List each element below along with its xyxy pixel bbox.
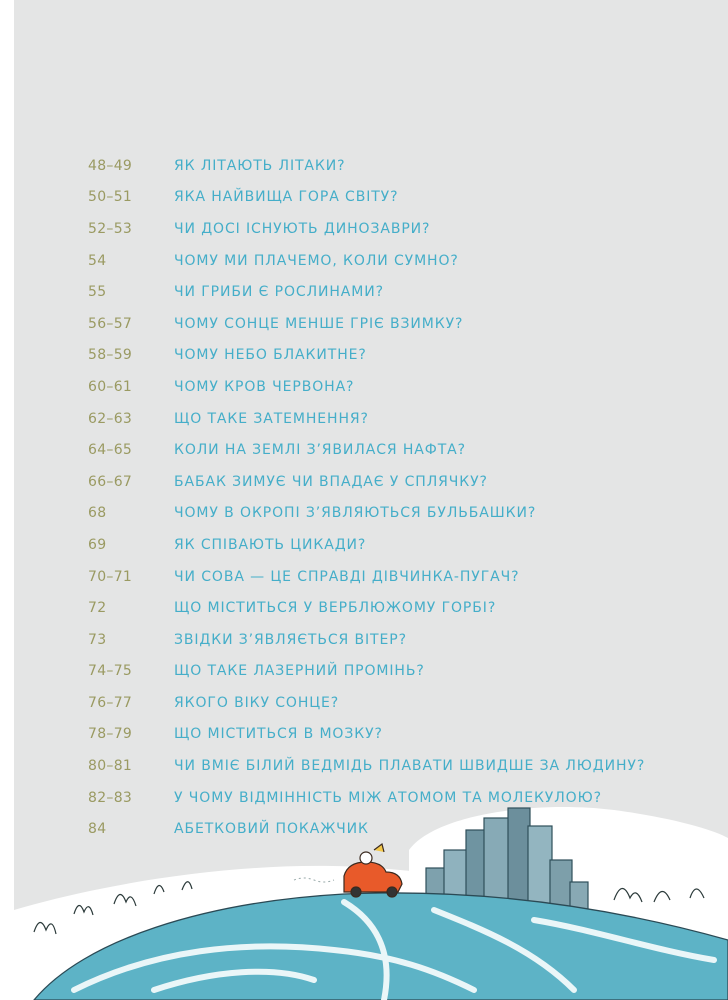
toc-page-number: 62–63	[88, 410, 133, 427]
toc-page-number: 52–53	[88, 220, 133, 237]
toc-title: КОЛИ НА ЗЕМЛІ З’ЯВИЛАСЯ НАФТА?	[174, 442, 466, 459]
toc-page-number: 72	[88, 600, 107, 617]
toc-title: ЧОМУ НЕБО БЛАКИТНЕ?	[174, 347, 367, 364]
toc-page-number: 55	[88, 284, 107, 301]
toc-entry[interactable]	[88, 719, 645, 751]
toc-page-number: 84	[88, 821, 107, 838]
toc-page-number: 69	[88, 536, 107, 553]
toc-entry[interactable]	[88, 371, 645, 403]
toc-page-number: 76–77	[88, 694, 133, 711]
toc-entry[interactable]	[88, 592, 645, 624]
toc-entry[interactable]	[88, 245, 645, 277]
toc-title: ЗВІДКИ З’ЯВЛЯЄТЬСЯ ВІТЕР?	[174, 631, 407, 648]
toc-title: ЯК ЛІТАЮТЬ ЛІТАКИ?	[174, 157, 346, 174]
toc-title: ЩО ТАКЕ ЗАТЕМНЕННЯ?	[174, 410, 369, 427]
toc-title: ЯКА НАЙВИЩА ГОРА СВІТУ?	[174, 189, 399, 206]
toc-title: ЧОМУ В ОКРОПІ З’ЯВЛЯЮТЬСЯ БУЛЬБАШКИ?	[174, 505, 537, 522]
toc-entry[interactable]	[88, 403, 645, 435]
toc-title: ЯКОГО ВІКУ СОНЦЕ?	[174, 694, 340, 711]
toc-title: ЧОМУ КРОВ ЧЕРВОНА?	[174, 378, 355, 395]
toc-title: ЩО МІСТИТЬСЯ У ВЕРБЛЮЖОМУ ГОРБІ?	[174, 600, 497, 617]
toc-entry[interactable]	[88, 624, 645, 656]
toc-entry[interactable]	[88, 529, 645, 561]
toc-entry[interactable]	[88, 182, 645, 214]
toc-page-number: 64–65	[88, 442, 133, 459]
toc-entry[interactable]	[88, 213, 645, 245]
toc-title: ЯК СПІВАЮТЬ ЦИКАДИ?	[174, 536, 367, 553]
toc-title: АБЕТКОВИЙ ПОКАЖЧИК	[174, 821, 369, 838]
toc-page-number: 73	[88, 631, 107, 648]
toc-entry[interactable]	[88, 561, 645, 593]
toc-page-number: 68	[88, 505, 107, 522]
toc-page-number: 54	[88, 252, 107, 269]
toc-page-number: 50–51	[88, 189, 133, 206]
toc-title: ЧИ СОВА — ЦЕ СПРАВДІ ДІВЧИНКА-ПУГАЧ?	[174, 568, 520, 585]
toc-title: ЧИ ВМІЄ БІЛИЙ ВЕДМІДЬ ПЛАВАТИ ШВИДШЕ ЗА ЛЮДИНУ?	[174, 758, 646, 775]
toc-page-number: 56–57	[88, 315, 133, 332]
toc-page-number: 78–79	[88, 726, 133, 743]
toc-entry[interactable]	[88, 308, 645, 340]
toc-entry[interactable]	[88, 687, 645, 719]
toc-title: ЩО ТАКЕ ЛАЗЕРНИЙ ПРОМІНЬ?	[174, 663, 425, 680]
toc-page-number: 74–75	[88, 663, 133, 680]
toc-page-number: 70–71	[88, 568, 133, 585]
toc-title: ЧИ ДОСІ ІСНУЮТЬ ДИНОЗАВРИ?	[174, 220, 431, 237]
book-page	[14, 0, 728, 1000]
toc-title: ЧОМУ МИ ПЛАЧЕМО, КОЛИ СУМНО?	[174, 252, 459, 269]
toc-page-number: 48–49	[88, 157, 133, 174]
toc-title: БАБАК ЗИМУЄ ЧИ ВПАДАЄ У СПЛЯЧКУ?	[174, 473, 488, 490]
toc-page-number: 60–61	[88, 378, 133, 395]
toc-entry[interactable]	[88, 466, 645, 498]
toc-title: ЩО МІСТИТЬСЯ В МОЗКУ?	[174, 726, 383, 743]
toc-entry[interactable]	[88, 498, 645, 530]
toc-page-number: 82–83	[88, 789, 133, 806]
toc-entry[interactable]	[88, 276, 645, 308]
toc-page-number: 66–67	[88, 473, 133, 490]
table-of-contents	[88, 150, 645, 845]
toc-title: У ЧОМУ ВІДМІННІСТЬ МІЖ АТОМОМ ТА МОЛЕКУЛОЮ?	[174, 789, 602, 806]
toc-title: ЧИ ГРИБИ Є РОСЛИНАМИ?	[174, 284, 384, 301]
globe-city-illustration	[14, 790, 728, 1000]
toc-entry[interactable]	[88, 750, 645, 782]
toc-title: ЧОМУ СОНЦЕ МЕНШЕ ГРІЄ ВЗИМКУ?	[174, 315, 464, 332]
toc-entry[interactable]	[88, 150, 645, 182]
toc-entry[interactable]	[88, 434, 645, 466]
toc-entry[interactable]	[88, 340, 645, 372]
toc-entry[interactable]	[88, 656, 645, 688]
toc-page-number: 80–81	[88, 758, 133, 775]
toc-page-number: 58–59	[88, 347, 133, 364]
